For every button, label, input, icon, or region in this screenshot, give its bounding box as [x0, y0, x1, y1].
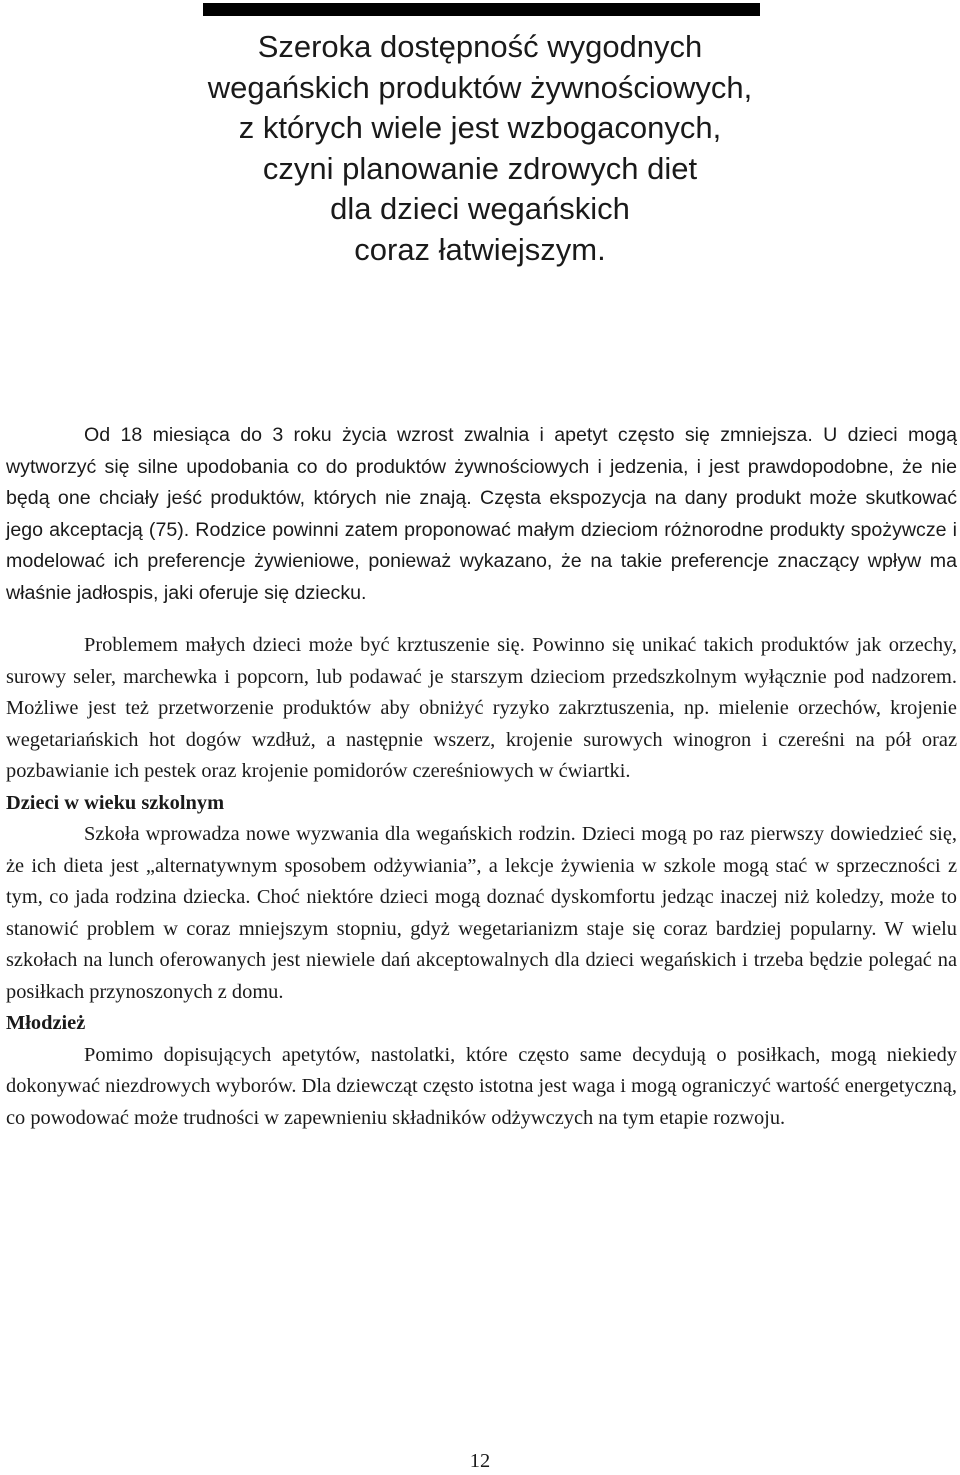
school-age-heading: Dzieci w wieku szkolnym [6, 791, 225, 814]
pull-quote [160, 27, 800, 271]
toddlers-paragraph: Od 18 miesiąca do 3 roku życia wzrost zwalnia i apetyt często się zmniejsza. U dzieci mogą wytworzyć się silne upodobania co do produktów żywnościowych i jedzenia, i jest prawdopodobne, że nie będą one chciały jeść produktów, których nie znają. Częsta ekspozycja na dany produkt może skutkować jego akceptacją (75). Rodzice powinni zatem proponować małym dzieciom różnorodne produkty spożywcze i modelować ich preferencje żywieniowe, ponieważ wykazano, że na takie preferencje znaczący wpływ ma właśnie jadłospis, jaki oferuje się dziecku. [6, 424, 957, 604]
choking-paragraph: Problemem małych dzieci może być krztuszenie się. Powinno się unikać takich produktów jak orzechy, surowy seler, marchewka i popcorn, lub podawać je starszym dzieciom przedszkolnym wyłącznie pod nadzorem. Możliwe jest też przetworzenie produktów aby obniżyć ryzyko zakrztuszenia, np. mielenie orzechów, krojenie wegetariańskich hot dogów wzdłuż, a następnie wszerz, krojenie surowych winogron i czereśni na pół oraz pozbawianie ich pestek oraz krojenie pomidorów czereśniowych w ćwiartki. [6, 634, 957, 782]
pull-quote-line: z których wiele jest wzbogaconych, [238, 110, 722, 146]
pull-quote-line: Szeroka dostępność wygodnych [257, 29, 703, 64]
main-content [6, 420, 957, 1134]
pull-quote-line: coraz łatwiejszym. [354, 231, 606, 267]
decorative-top-bar [203, 3, 760, 16]
youth-paragraph: Pomimo dopisujących apetytów, nastolatki, które często same decydują o posiłkach, mogą niekiedy dokonywać niezdrowych wyborów. Dla dziewcząt często istotna jest waga i mogą ograniczyć wartość energetyczną, co powodować może trudności w zapewnieniu składników odżywczych na tym etapie rozwoju. [6, 1043, 957, 1129]
pull-quote-line: wegańskich produktów żywnościowych, [207, 69, 753, 105]
school-age-paragraph: Szkoła wprowadza nowe wyzwania dla wegańskich rodzin. Dzieci mogą po raz pierwszy dowiedzieć się, że ich dieta jest „alternatywnym sposobem odżywiania”, a lekcje żywienia w szkole mogą stać w sprzeczności z tym, co jada rodzina dziecka. Choć niektóre dzieci mogą doznać dyskomfortu jedząc inaczej niż koledzy, może to stanowić problem w coraz mniejszym stopniu, gdyż wegetarianizm staje się coraz bardziej popularny. W wielu szkołach na lunch oferowanych jest niewiele dań akceptowalnych dla dzieci wegańskich i trzeba będzie polegać na posiłkach przynoszonych z domu. [6, 823, 957, 1003]
page-number: 12 [469, 1450, 491, 1472]
pull-quote-line: czyni planowanie zdrowych diet [262, 150, 698, 186]
pull-quote-line: dla dzieci wegańskich [330, 191, 630, 227]
youth-heading: Młodzież [6, 1012, 86, 1034]
